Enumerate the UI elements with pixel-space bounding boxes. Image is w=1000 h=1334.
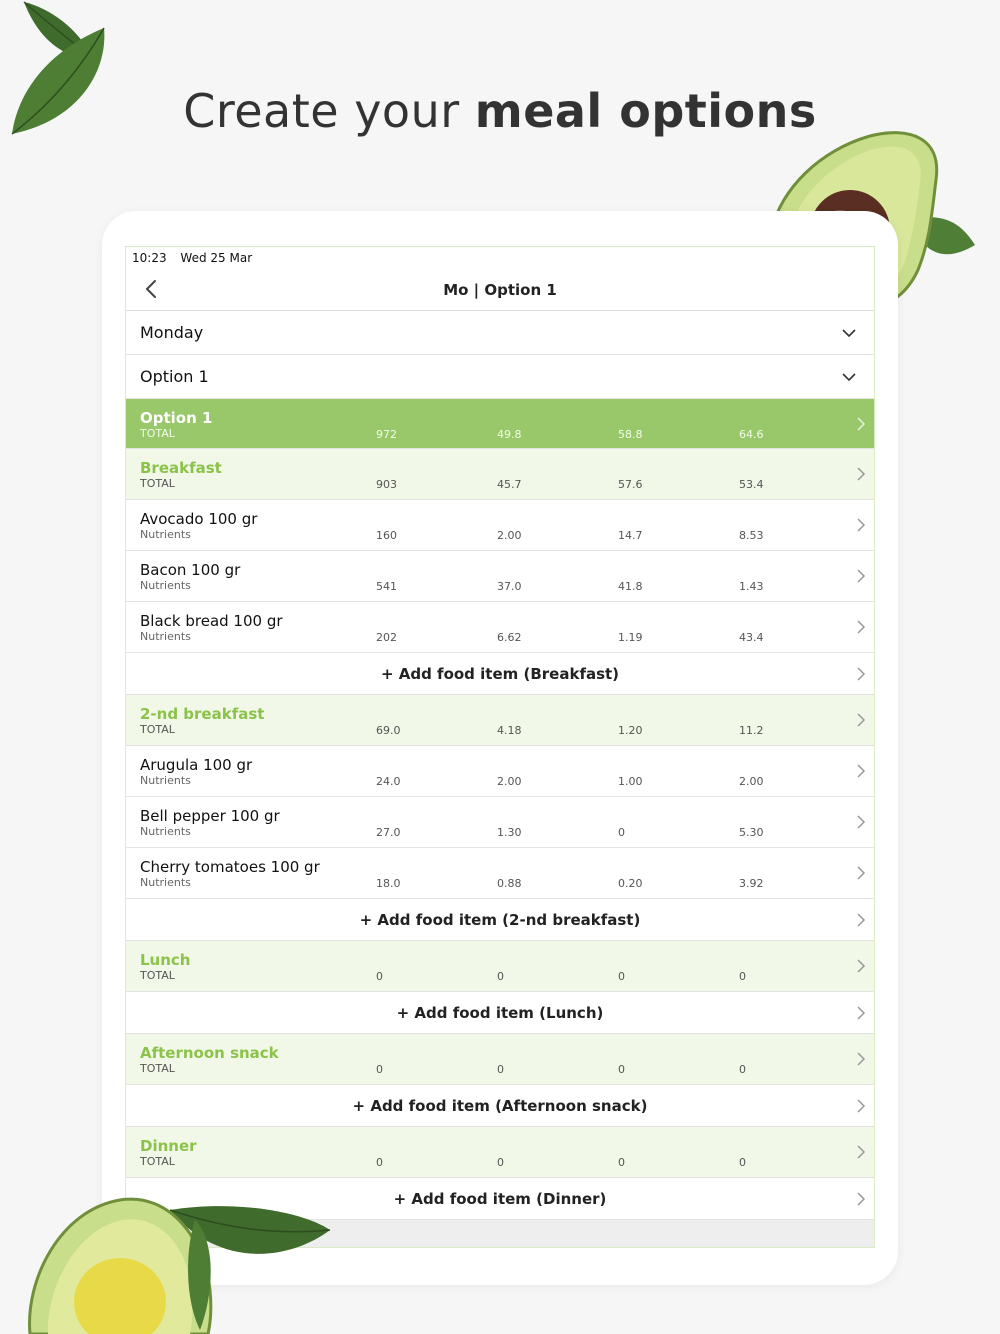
section-value-1: 0: [376, 1063, 383, 1076]
food-value-3: 1.00: [618, 775, 643, 788]
status-time: 10:23: [132, 251, 167, 265]
option-picker[interactable]: [126, 355, 874, 399]
section-value-3: 1.20: [618, 724, 643, 737]
section-value-1: 0: [376, 970, 383, 983]
page-title: Mo | Option 1: [443, 281, 557, 299]
chevron-right-icon: [856, 1144, 866, 1160]
food-value-2: 2.00: [497, 529, 522, 542]
food-value-2: 2.00: [497, 775, 522, 788]
section-value-1: 903: [376, 478, 397, 491]
food-value-3: 1.19: [618, 631, 643, 644]
food-item-name: Black bread 100 gr: [140, 612, 283, 630]
total-value-2: 49.8: [497, 428, 522, 441]
headline-light: Create your: [183, 84, 460, 138]
section-sub: TOTAL: [140, 1155, 175, 1168]
add-food-item-label: + Add food item (Lunch): [396, 1004, 604, 1022]
add-food-item-label: + Add food item (Breakfast): [380, 665, 620, 683]
section-sub: TOTAL: [140, 723, 175, 736]
section-value-2: 0: [497, 1063, 504, 1076]
chevron-right-icon: [856, 1098, 866, 1114]
chevron-right-icon: [856, 619, 866, 635]
section-dinner[interactable]: [126, 1127, 874, 1178]
chevron-right-icon: [856, 912, 866, 928]
food-item-row[interactable]: [126, 797, 874, 848]
day-picker-value: Monday: [140, 323, 204, 342]
food-item-sub: Nutrients: [140, 825, 191, 838]
section-value-3: 0: [618, 1156, 625, 1169]
day-picker[interactable]: [126, 311, 874, 355]
food-item-name: Bacon 100 gr: [140, 561, 241, 579]
total-value-1: 972: [376, 428, 397, 441]
food-item-row[interactable]: [126, 848, 874, 899]
section-value-3: 0: [618, 1063, 625, 1076]
section-name: Lunch: [140, 951, 191, 969]
section-value-4: 11.2: [739, 724, 764, 737]
add-food-item-afternoon-snack-button[interactable]: [126, 1085, 874, 1127]
food-item-sub: Nutrients: [140, 876, 191, 889]
food-value-4: 8.53: [739, 529, 764, 542]
food-item-row[interactable]: [126, 500, 874, 551]
chevron-right-icon: [856, 763, 866, 779]
section-value-4: 0: [739, 970, 746, 983]
food-item-sub: Nutrients: [140, 528, 191, 541]
chevron-right-icon: [856, 517, 866, 533]
chevron-right-icon: [856, 568, 866, 584]
section-sub: TOTAL: [140, 477, 175, 490]
section-value-3: 57.6: [618, 478, 643, 491]
food-value-4: 2.00: [739, 775, 764, 788]
back-chevron-icon[interactable]: [144, 279, 160, 299]
chevron-right-icon: [856, 1051, 866, 1067]
section-value-2: 45.7: [497, 478, 522, 491]
food-item-row[interactable]: [126, 602, 874, 653]
food-item-name: Avocado 100 gr: [140, 510, 258, 528]
section-breakfast[interactable]: [126, 449, 874, 500]
section-sub: TOTAL: [140, 969, 175, 982]
option-total-row[interactable]: [126, 399, 874, 449]
section-name: 2-nd breakfast: [140, 705, 265, 723]
food-value-1: 24.0: [376, 775, 401, 788]
option-picker-value: Option 1: [140, 367, 209, 386]
chevron-right-icon: [856, 865, 866, 881]
chevron-right-icon: [856, 1191, 866, 1207]
section-afternoon-snack[interactable]: [126, 1034, 874, 1085]
food-value-4: 3.92: [739, 877, 764, 890]
total-value-4: 64.6: [739, 428, 764, 441]
status-date: Wed 25 Mar: [180, 251, 253, 265]
food-value-3: 14.7: [618, 529, 643, 542]
food-item-name: Bell pepper 100 gr: [140, 807, 280, 825]
add-food-item-second-breakfast-button[interactable]: [126, 899, 874, 941]
food-value-2: 37.0: [497, 580, 522, 593]
chevron-down-icon: [842, 326, 856, 340]
food-value-1: 18.0: [376, 877, 401, 890]
food-value-1: 202: [376, 631, 397, 644]
chevron-right-icon: [856, 814, 866, 830]
headline-bold: meal options: [474, 84, 817, 138]
section-value-2: 4.18: [497, 724, 522, 737]
add-food-item-lunch-button[interactable]: [126, 992, 874, 1034]
avocado-half-bottom-decoration-icon: [20, 1190, 350, 1334]
section-value-1: 69.0: [376, 724, 401, 737]
section-sub: TOTAL: [140, 1062, 175, 1075]
chevron-right-icon: [856, 466, 866, 482]
chevron-right-icon: [856, 416, 866, 432]
add-food-item-label: + Add food item (Afternoon snack): [352, 1097, 648, 1115]
chevron-right-icon: [856, 1005, 866, 1021]
food-item-sub: Nutrients: [140, 630, 191, 643]
section-value-1: 0: [376, 1156, 383, 1169]
chevron-right-icon: [856, 666, 866, 682]
chevron-right-icon: [856, 712, 866, 728]
section-value-4: 0: [739, 1156, 746, 1169]
add-food-item-breakfast-button[interactable]: [126, 653, 874, 695]
food-item-row[interactable]: [126, 746, 874, 797]
add-food-item-label: + Add food item (Dinner): [393, 1190, 607, 1208]
navigation-bar: [126, 269, 874, 311]
food-value-3: 0: [618, 826, 625, 839]
chevron-right-icon: [856, 958, 866, 974]
food-item-sub: Nutrients: [140, 774, 191, 787]
total-value-3: 58.8: [618, 428, 643, 441]
food-value-3: 41.8: [618, 580, 643, 593]
section-name: Dinner: [140, 1137, 197, 1155]
section-value-4: 0: [739, 1063, 746, 1076]
section-value-2: 0: [497, 1156, 504, 1169]
section-second-breakfast[interactable]: [126, 695, 874, 746]
section-value-3: 0: [618, 970, 625, 983]
food-item-row[interactable]: [126, 551, 874, 602]
food-value-1: 160: [376, 529, 397, 542]
section-value-4: 53.4: [739, 478, 764, 491]
food-value-3: 0.20: [618, 877, 643, 890]
food-value-2: 6.62: [497, 631, 522, 644]
add-food-item-label: + Add food item (2-nd breakfast): [359, 911, 641, 929]
food-value-1: 27.0: [376, 826, 401, 839]
status-bar: [126, 247, 874, 269]
food-value-4: 1.43: [739, 580, 764, 593]
food-value-2: 1.30: [497, 826, 522, 839]
food-value-4: 5.30: [739, 826, 764, 839]
food-item-name: Cherry tomatoes 100 gr: [140, 858, 320, 876]
section-value-2: 0: [497, 970, 504, 983]
food-item-sub: Nutrients: [140, 579, 191, 592]
food-item-name: Arugula 100 gr: [140, 756, 253, 774]
section-name: Afternoon snack: [140, 1044, 279, 1062]
app-screen: [125, 246, 875, 1248]
section-lunch[interactable]: [126, 941, 874, 992]
food-value-1: 541: [376, 580, 397, 593]
food-value-2: 0.88: [497, 877, 522, 890]
section-name: Breakfast: [140, 459, 222, 477]
food-value-4: 43.4: [739, 631, 764, 644]
option-name: Option 1: [140, 409, 213, 427]
option-sub: TOTAL: [140, 427, 175, 440]
leaf-decoration-icon: [0, 0, 130, 160]
chevron-down-icon: [842, 370, 856, 384]
